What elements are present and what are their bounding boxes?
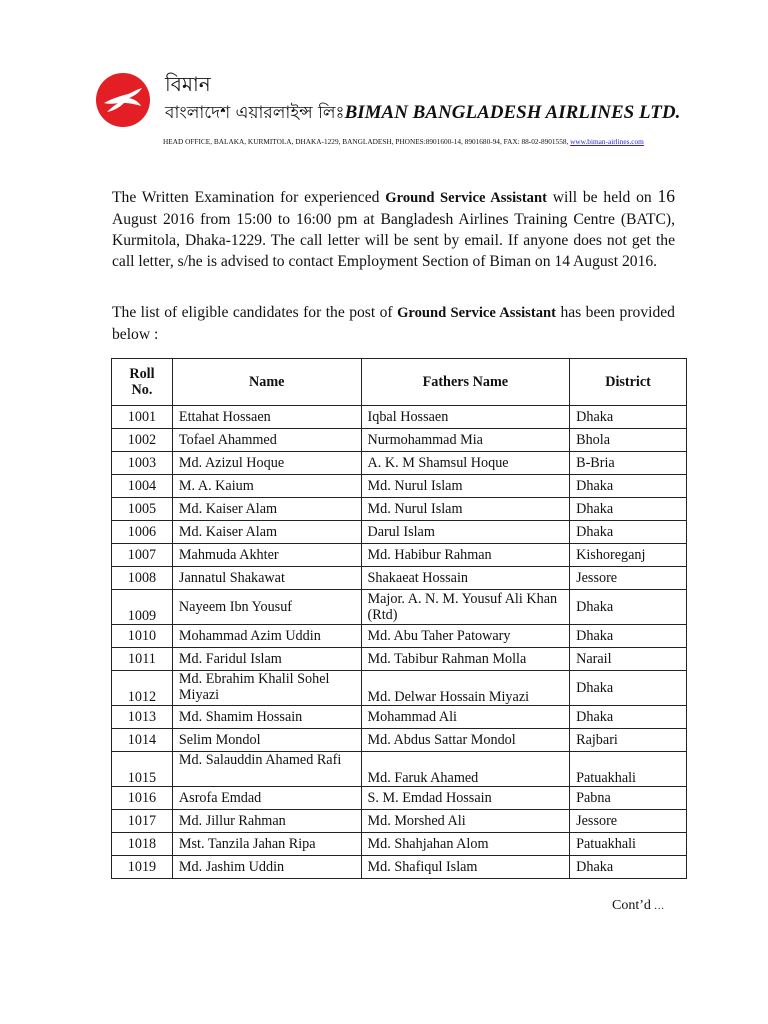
table-row bbox=[112, 590, 687, 625]
table-row bbox=[112, 752, 687, 787]
name-cell: Jannatul Shakawat bbox=[172, 567, 361, 590]
address-text: HEAD OFFICE, BALAKA, KURMITOLA, DHAKA-1229, BANGLADESH, PHONES:8901600-14, 8901680-94, FAX: 88-02-8901558, bbox=[163, 137, 571, 146]
roll-cell: 1011 bbox=[112, 648, 173, 671]
name-cell: Ettahat Hossaen bbox=[172, 406, 361, 429]
district-cell: Narail bbox=[570, 648, 687, 671]
roll-cell: 1004 bbox=[112, 475, 173, 498]
roll-cell: 1003 bbox=[112, 452, 173, 475]
roll-cell: 1019 bbox=[112, 856, 173, 879]
name-cell: Md. Kaiser Alam bbox=[172, 521, 361, 544]
header-name: Name bbox=[172, 359, 361, 406]
district-cell: Dhaka bbox=[570, 856, 687, 879]
header-district: District bbox=[570, 359, 687, 406]
district-cell: Kishoreganj bbox=[570, 544, 687, 567]
name-cell: Md. Salauddin Ahamed Rafi bbox=[172, 752, 361, 787]
roll-cell: 1016 bbox=[112, 787, 173, 810]
name-cell: Md. Ebrahim Khalil Sohel Miyazi bbox=[172, 671, 361, 706]
table-row bbox=[112, 521, 687, 544]
fathers-name-cell: Md. Abdus Sattar Mondol bbox=[361, 729, 570, 752]
exam-date-day: 16 bbox=[657, 186, 675, 206]
table-row bbox=[112, 544, 687, 567]
table-row bbox=[112, 475, 687, 498]
district-cell: Dhaka bbox=[570, 498, 687, 521]
company-name-bengali: বাংলাদেশ এয়ারলাইন্স লিঃ bbox=[165, 103, 345, 123]
roll-cell: 1013 bbox=[112, 706, 173, 729]
district-cell: Rajbari bbox=[570, 729, 687, 752]
roll-cell: 1009 bbox=[112, 590, 173, 625]
fathers-name-cell: Md. Morshed Ali bbox=[361, 810, 570, 833]
roll-cell: 1006 bbox=[112, 521, 173, 544]
name-cell: Md. Azizul Hoque bbox=[172, 452, 361, 475]
fathers-name-cell: S. M. Emdad Hossain bbox=[361, 787, 570, 810]
post-title-2: Ground Service Assistant bbox=[397, 305, 556, 321]
name-cell: Asrofa Emdad bbox=[172, 787, 361, 810]
roll-cell: 1005 bbox=[112, 498, 173, 521]
district-cell: Dhaka bbox=[570, 706, 687, 729]
head-office-address bbox=[163, 137, 644, 146]
website-link[interactable]: www.biman-airlines.com bbox=[570, 137, 644, 146]
name-cell: Mst. Tanzila Jahan Ripa bbox=[172, 833, 361, 856]
roll-cell: 1015 bbox=[112, 752, 173, 787]
district-cell: Dhaka bbox=[570, 475, 687, 498]
fathers-name-cell: Md. Habibur Rahman bbox=[361, 544, 570, 567]
district-cell: Dhaka bbox=[570, 671, 687, 706]
district-cell: Jessore bbox=[570, 567, 687, 590]
name-cell: Tofael Ahammed bbox=[172, 429, 361, 452]
name-cell: Md. Shamim Hossain bbox=[172, 706, 361, 729]
name-cell: M. A. Kaium bbox=[172, 475, 361, 498]
table-row bbox=[112, 729, 687, 752]
table-row bbox=[112, 429, 687, 452]
candidate-table bbox=[111, 358, 687, 879]
fathers-name-cell: Md. Shafiqul Islam bbox=[361, 856, 570, 879]
roll-cell: 1017 bbox=[112, 810, 173, 833]
table-row bbox=[112, 833, 687, 856]
roll-cell: 1002 bbox=[112, 429, 173, 452]
table-row bbox=[112, 625, 687, 648]
roll-cell: 1018 bbox=[112, 833, 173, 856]
company-title bbox=[165, 100, 680, 128]
fathers-name-cell: Mohammad Ali bbox=[361, 706, 570, 729]
table-row bbox=[112, 810, 687, 833]
roll-cell: 1012 bbox=[112, 671, 173, 706]
header-roll: Roll No. bbox=[112, 359, 173, 406]
district-cell: Dhaka bbox=[570, 406, 687, 429]
candidate-list-intro: The list of eligible candidates for the post of Ground Service Assistant has been provided below : bbox=[112, 304, 675, 343]
table-row bbox=[112, 567, 687, 590]
name-cell: Md. Jashim Uddin bbox=[172, 856, 361, 879]
fathers-name-cell: Md. Tabibur Rahman Molla bbox=[361, 648, 570, 671]
district-cell: Patuakhali bbox=[570, 833, 687, 856]
bengali-brand-name: বিমান bbox=[165, 72, 211, 96]
fathers-name-cell: Iqbal Hossaen bbox=[361, 406, 570, 429]
roll-cell: 1007 bbox=[112, 544, 173, 567]
table-row bbox=[112, 406, 687, 429]
name-cell: Selim Mondol bbox=[172, 729, 361, 752]
table-header-row bbox=[112, 359, 687, 406]
district-cell: B-Bria bbox=[570, 452, 687, 475]
fathers-name-cell: Md. Faruk Ahamed bbox=[361, 752, 570, 787]
fathers-name-cell: Shakaeat Hossain bbox=[361, 567, 570, 590]
district-cell: Patuakhali bbox=[570, 752, 687, 787]
name-cell: Md. Jillur Rahman bbox=[172, 810, 361, 833]
exam-notice-paragraph: The Written Examination for experienced Ground Service Assistant will be held on 16 August 2016 from 15:00 to 16:00 pm at Bangladesh Airlines Training Centre (BATC), Kurmitola, Dhaka-1229. The call letter will be sent by email. If anyone does not get the call letter, s/he is advised to contact Employment Section of Biman on 14 August 2016. bbox=[112, 186, 675, 270]
fathers-name-cell: Md. Nurul Islam bbox=[361, 498, 570, 521]
fathers-name-cell: Md. Delwar Hossain Miyazi bbox=[361, 671, 570, 706]
table-row bbox=[112, 706, 687, 729]
fathers-name-cell: Major. A. N. M. Yousuf Ali Khan (Rtd) bbox=[361, 590, 570, 625]
fathers-name-cell: Md. Nurul Islam bbox=[361, 475, 570, 498]
fathers-name-cell: Md. Shahjahan Alom bbox=[361, 833, 570, 856]
table-row bbox=[112, 787, 687, 810]
district-cell: Dhaka bbox=[570, 625, 687, 648]
post-title: Ground Service Assistant bbox=[385, 190, 547, 206]
district-cell: Dhaka bbox=[570, 521, 687, 544]
table-row bbox=[112, 452, 687, 475]
fathers-name-cell: Darul Islam bbox=[361, 521, 570, 544]
name-cell: Md. Kaiser Alam bbox=[172, 498, 361, 521]
district-cell: Pabna bbox=[570, 787, 687, 810]
continued-note: Cont’d ... bbox=[612, 898, 665, 913]
district-cell: Jessore bbox=[570, 810, 687, 833]
name-cell: Nayeem Ibn Yousuf bbox=[172, 590, 361, 625]
fathers-name-cell: Nurmohammad Mia bbox=[361, 429, 570, 452]
header-fathers-name: Fathers Name bbox=[361, 359, 570, 406]
name-cell: Md. Faridul Islam bbox=[172, 648, 361, 671]
fathers-name-cell: A. K. M Shamsul Hoque bbox=[361, 452, 570, 475]
fathers-name-cell: Md. Abu Taher Patowary bbox=[361, 625, 570, 648]
roll-cell: 1010 bbox=[112, 625, 173, 648]
roll-cell: 1001 bbox=[112, 406, 173, 429]
table-row bbox=[112, 648, 687, 671]
name-cell: Mahmuda Akhter bbox=[172, 544, 361, 567]
table-row bbox=[112, 671, 687, 706]
district-cell: Dhaka bbox=[570, 590, 687, 625]
name-cell: Mohammad Azim Uddin bbox=[172, 625, 361, 648]
district-cell: Bhola bbox=[570, 429, 687, 452]
table-row bbox=[112, 498, 687, 521]
roll-cell: 1008 bbox=[112, 567, 173, 590]
company-name-english: BIMAN BANGLADESH AIRLINES LTD. bbox=[344, 102, 681, 123]
biman-logo bbox=[95, 72, 151, 128]
roll-cell: 1014 bbox=[112, 729, 173, 752]
table-row bbox=[112, 856, 687, 879]
